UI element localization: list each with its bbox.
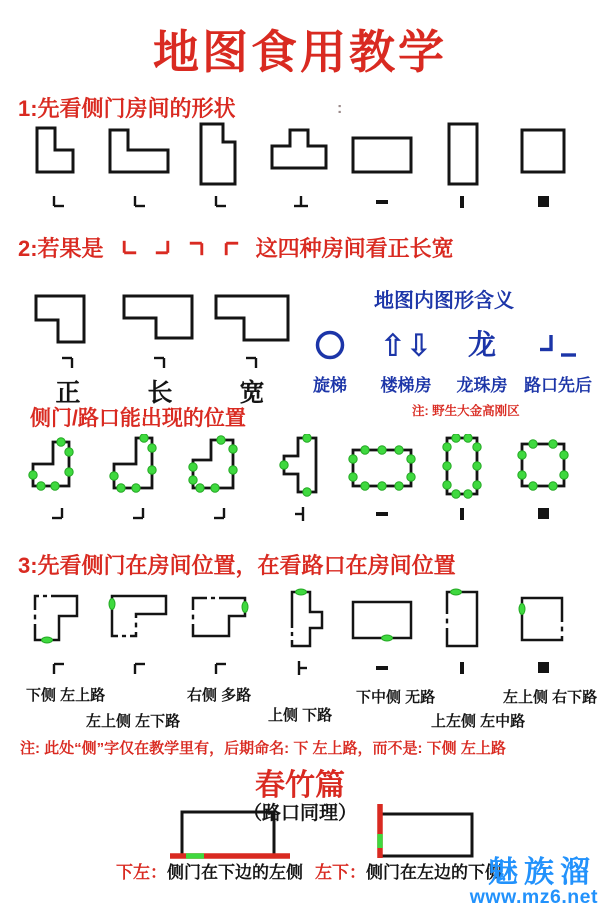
bar-v-mark	[452, 659, 472, 677]
side-door-marker	[381, 635, 392, 641]
map-symbol-legend	[292, 282, 596, 419]
bottom-right-room-diagram	[360, 802, 500, 864]
bottom-left-caption	[116, 858, 303, 883]
door-junction-examples-row	[18, 588, 584, 678]
shape-mark	[129, 504, 149, 524]
spiral-stair-circle-icon	[312, 323, 348, 367]
caption-text: 侧门在下边的左侧	[167, 863, 303, 882]
position-dot	[518, 471, 526, 479]
caption-key: 左下：	[315, 863, 366, 882]
position-dot	[51, 482, 59, 490]
ratio-room-long	[114, 292, 206, 409]
ratio-label: 正	[55, 379, 81, 407]
shape-mark	[242, 352, 262, 372]
section2-heading-prefix: 2:若果是	[18, 236, 104, 261]
corner-bl-mark	[48, 193, 68, 211]
room-outline	[506, 122, 580, 188]
shape-mark	[533, 658, 553, 678]
corner-br-mark	[151, 237, 175, 259]
room-shapes-row	[18, 122, 584, 212]
corner-tr-mark	[150, 353, 170, 371]
side-door-marker	[295, 589, 306, 595]
ratio-room-square	[22, 292, 114, 409]
position-dot	[518, 451, 526, 459]
corner-br-mark	[129, 505, 149, 523]
ratio-label: 宽	[239, 379, 265, 407]
legend-item-label: 路口先后	[524, 376, 592, 395]
square-room-positions	[503, 434, 584, 524]
shape-mark	[533, 192, 553, 212]
room-right-side	[180, 588, 261, 678]
room-outline	[21, 588, 95, 654]
junction-order-icon	[535, 323, 581, 367]
position-dot	[211, 484, 219, 492]
position-dot	[117, 484, 125, 492]
shape-mark	[48, 658, 68, 678]
section3-labels	[0, 676, 600, 734]
l-room-tall-positions	[99, 434, 180, 524]
chunzhu-subheading: （路口同理）	[242, 803, 357, 824]
dragon-glyph	[468, 323, 496, 367]
l-room-small-positions	[18, 434, 99, 524]
section2-heading-suffix: 这四种房间看正长宽	[255, 236, 454, 261]
position-dot	[560, 471, 568, 479]
position-dot	[360, 482, 368, 490]
legend-item	[368, 323, 444, 396]
position-dot	[549, 482, 557, 490]
naming-footnote: 注: 此处“侧”字仅在教学里有，后期命名: 下 左上路，而不是: 下侧 左上路	[20, 740, 506, 757]
page-title: 地图食用教学	[153, 26, 447, 78]
bar-h-mark	[372, 659, 392, 677]
position-dot	[189, 476, 197, 484]
section1-heading: 1:先看侧门房间的形状	[18, 96, 236, 121]
watermark-site-name: 魅族溜	[488, 855, 596, 889]
shape-mark	[210, 658, 230, 678]
tee-up-mark	[291, 193, 311, 211]
room-up-side	[260, 588, 341, 678]
room-outline	[425, 122, 499, 188]
corner-bl-mark	[129, 193, 149, 211]
position-dot	[217, 436, 225, 444]
room-outline	[26, 292, 110, 348]
room-down-side	[18, 588, 99, 678]
position-dot	[529, 482, 537, 490]
ratio-room-wide	[206, 292, 298, 409]
position-dot	[229, 466, 237, 474]
position-dot	[473, 462, 481, 470]
caption-text: 侧门在左边的下侧	[366, 863, 502, 882]
shape-mark	[372, 504, 392, 524]
room-naming-label: 上侧 下路	[268, 707, 333, 724]
shape-mark	[372, 192, 392, 212]
corner-tl-mark	[219, 237, 243, 259]
position-dot	[348, 473, 356, 481]
room-outline	[21, 122, 95, 188]
t-room-positions	[260, 434, 341, 524]
side-door-marker	[242, 602, 248, 613]
position-dot	[443, 481, 451, 489]
room-outline	[425, 434, 499, 500]
shape-mark	[58, 352, 78, 372]
room-outline	[183, 434, 257, 500]
corner-bl-mark	[117, 237, 141, 259]
corner-tl-mark	[129, 659, 149, 677]
chunzhu-heading: 春竹篇	[255, 769, 345, 802]
room-outline	[345, 122, 419, 188]
position-dot	[229, 445, 237, 453]
position-dot	[473, 443, 481, 451]
position-dot	[189, 463, 197, 471]
position-dot	[37, 482, 45, 490]
legend-note: 注: 野生大金高刚区	[412, 404, 520, 418]
position-dot	[280, 461, 288, 469]
bar-h-mark	[372, 193, 392, 211]
position-dot	[196, 484, 204, 492]
shape-mark	[48, 504, 68, 524]
corner-tr-mark	[58, 353, 78, 371]
shape-mark	[210, 504, 230, 524]
position-dot	[529, 440, 537, 448]
position-dot	[464, 490, 472, 498]
legend-item	[444, 323, 520, 396]
room-outline	[264, 588, 338, 654]
shape-mark	[129, 658, 149, 678]
side-door-marker	[519, 604, 525, 615]
position-dot	[394, 446, 402, 454]
shape-mark	[533, 504, 553, 524]
position-dot	[377, 446, 385, 454]
stray-colon-artifact: :	[337, 100, 343, 117]
room-outline	[506, 588, 580, 654]
legend-item-label: 楼梯房	[380, 376, 432, 395]
position-dot	[549, 440, 557, 448]
room-outline	[21, 434, 95, 500]
position-dot	[360, 446, 368, 454]
stairs-arrows-icon: ⇧⇩	[380, 327, 432, 363]
position-dot	[303, 488, 311, 496]
position-dot	[140, 434, 148, 442]
room-outline	[183, 122, 257, 188]
room-outline	[183, 588, 257, 654]
section2-heading	[18, 232, 454, 263]
room-outline	[102, 588, 176, 654]
position-dot	[65, 448, 73, 456]
bar-v-mark	[452, 193, 472, 211]
position-dot	[394, 482, 402, 490]
dragon-glyph: 龙	[467, 329, 496, 360]
corner-br-mark	[48, 505, 68, 523]
section3-heading: 3:先看侧门在房间位置，在看路口在房间位置	[18, 553, 456, 578]
shape-mark	[291, 658, 311, 678]
room-outline	[102, 434, 176, 500]
corner-tr-mark	[185, 237, 209, 259]
corner-br-mark	[210, 505, 230, 523]
room-outline	[345, 588, 419, 654]
bar-h-mark	[372, 505, 392, 523]
position-dot	[110, 472, 118, 480]
position-dot	[65, 468, 73, 476]
corner-bl-mark	[210, 193, 230, 211]
legend-heading: 地图内图形含义	[374, 290, 514, 312]
room-naming-label: 下中侧 无路	[356, 689, 436, 706]
room-naming-label: 上左侧 左中路	[431, 713, 526, 730]
l-room-small	[18, 122, 99, 212]
room-left-up-side-sq	[503, 588, 584, 678]
position-dot	[303, 434, 311, 442]
shape-mark	[210, 192, 230, 212]
room-down-mid-side	[341, 588, 422, 678]
legend-item-label: 旋梯	[313, 376, 347, 395]
door-positions-row	[18, 434, 584, 524]
position-dot	[473, 481, 481, 489]
corner-tl-mark	[210, 659, 230, 677]
section2-content	[0, 282, 600, 418]
side-door-marker	[451, 589, 462, 595]
position-dot	[29, 471, 37, 479]
position-dot	[132, 484, 140, 492]
shape-mark	[129, 192, 149, 212]
shape-mark	[372, 658, 392, 678]
corner-glyphs	[112, 237, 248, 259]
room-outline	[118, 292, 202, 348]
side-door-marker	[42, 637, 53, 643]
shape-mark	[452, 504, 472, 524]
position-dot	[348, 455, 356, 463]
room-left-up-side	[99, 588, 180, 678]
shape-mark	[291, 504, 311, 524]
shape-mark	[291, 192, 311, 212]
square-f-mark	[533, 659, 553, 677]
side-door-marker	[109, 599, 115, 610]
watermark-site-url: www.mz6.net	[469, 885, 598, 907]
watermark	[469, 855, 598, 907]
shape-mark	[452, 192, 472, 212]
wide-room	[341, 122, 422, 212]
position-dot	[406, 473, 414, 481]
room-up-left-side	[422, 588, 503, 678]
legend-item	[520, 323, 596, 396]
square-f-mark	[533, 193, 553, 211]
room-outline	[345, 434, 419, 500]
tall-room	[422, 122, 503, 212]
corner-tl-mark	[48, 659, 68, 677]
room-naming-label: 下侧 左上路	[26, 687, 106, 704]
stairs-arrows-icon	[380, 323, 432, 367]
corner-tr-mark	[242, 353, 262, 371]
caption-key: 下左：	[116, 863, 167, 882]
position-dot	[406, 455, 414, 463]
room-naming-label: 左上侧 左下路	[86, 713, 181, 730]
position-dot	[57, 438, 65, 446]
square-f-mark	[533, 505, 553, 523]
room-outline	[210, 292, 294, 348]
position-dot	[452, 490, 460, 498]
position-dot	[443, 443, 451, 451]
position-dot	[443, 462, 451, 470]
position-dot	[464, 434, 472, 442]
tee-right-mark	[291, 659, 311, 677]
position-dot	[377, 482, 385, 490]
l-room-big-positions	[180, 434, 261, 524]
l-room-tall	[180, 122, 261, 212]
legend-items	[292, 323, 596, 396]
position-dot	[560, 451, 568, 459]
shape-mark	[48, 192, 68, 212]
ratio-examples-row	[22, 292, 298, 409]
tee-left-mark	[291, 505, 311, 523]
position-dot	[148, 444, 156, 452]
positions-heading: 侧门/路口能出现的位置	[30, 407, 246, 430]
position-dot	[452, 434, 460, 442]
shape-mark	[150, 352, 170, 372]
legend-item-label: 龙珠房	[456, 376, 508, 395]
room-outline	[425, 588, 499, 654]
ratio-label: 长	[147, 379, 173, 407]
tall-room-positions	[422, 434, 503, 524]
bar-v-mark	[452, 505, 472, 523]
room-outline	[506, 434, 580, 500]
room-outline	[264, 434, 338, 500]
room-naming-label: 右侧 多路	[187, 687, 252, 704]
legend-item	[292, 323, 368, 396]
room-outline	[102, 122, 176, 188]
wide-room-positions	[341, 434, 422, 524]
shape-mark	[452, 658, 472, 678]
position-dot	[148, 466, 156, 474]
room-outline	[264, 122, 338, 188]
t-room	[260, 122, 341, 212]
l-room-wide	[99, 122, 180, 212]
square-room	[503, 122, 584, 212]
room-naming-label: 左上侧 右下路	[503, 689, 598, 706]
